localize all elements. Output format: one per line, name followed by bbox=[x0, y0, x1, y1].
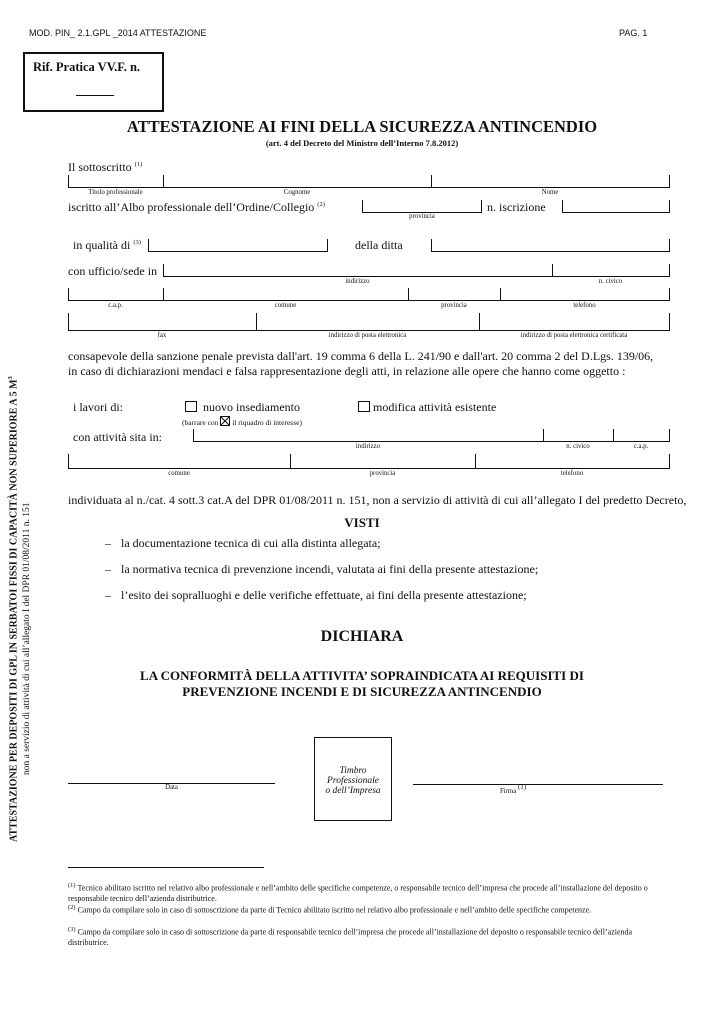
visti-heading: VISTI bbox=[344, 515, 380, 530]
visti-item: – bbox=[105, 588, 111, 602]
sottoscritto-label: Il sottoscritto $^{(1)}$ bbox=[68, 160, 143, 174]
individuazione-attivita: individuata al n./cat. 4 sott.3 cat.A del DPR 01/08/2011 n. 151, non a servizio di attività di cui all’allegato I del predetto Decreto, bbox=[68, 493, 687, 507]
titolo-label: Titolo professionale bbox=[88, 189, 143, 196]
attivita-indirizzo-field[interactable] bbox=[193, 441, 670, 442]
nuovo-insediamento-checkbox[interactable] bbox=[185, 401, 197, 412]
sede-contatti-field[interactable] bbox=[68, 330, 670, 331]
in-qualita-field[interactable] bbox=[148, 251, 328, 252]
document-title: ATTESTAZIONE AI FINI DELLA SICUREZZA ANTINCENDIO bbox=[126, 117, 598, 136]
firma-label: Firma (1) bbox=[500, 783, 527, 795]
timbro-box: Timbro Professionale o dell’Impresa bbox=[314, 737, 392, 821]
dichiara-heading: DICHIARA bbox=[320, 628, 404, 645]
footnote-1: $^{(1)}$ Tecnico abilitato iscritto nel relativo albo professionale e nell’ambito delle specifiche competenze, o responsabile tecnico dell’impresa che procede all’installazione del deposito o responsabile tecnico dell’azienda distributrice. bbox=[68, 882, 648, 903]
dichiara-line-2: PREVENZIONE INCENDI E DI SICUREZZA ANTINCENDIO bbox=[182, 684, 542, 699]
n-civico-label: n. civico bbox=[598, 278, 623, 285]
n-iscrizione-label: n. iscrizione bbox=[487, 200, 546, 214]
visti-item: – bbox=[105, 536, 111, 550]
footnote-separator bbox=[68, 867, 264, 868]
sede-indirizzo-field[interactable] bbox=[163, 276, 670, 277]
form-code: MOD. PIN_ 2.1.GPL _2014 ATTESTAZIONE bbox=[29, 28, 207, 38]
attivita-provincia-label: provincia bbox=[369, 470, 396, 477]
cap-label: c.a.p. bbox=[108, 302, 123, 309]
ditta-field[interactable] bbox=[431, 251, 670, 252]
telefono-label: telefono bbox=[573, 302, 596, 309]
nome-label: Nome bbox=[541, 189, 559, 196]
in-qualita-label: in qualità di $^{(3)}$ bbox=[73, 238, 141, 252]
cognome-label: Cognome bbox=[283, 189, 311, 196]
della-ditta-label: della ditta bbox=[355, 238, 403, 252]
side-caption bbox=[0, 0, 100, 1024]
visti-item-label: l’esito dei sopralluoghi e delle verifiche effettuate, ai fini della presente attestazione; bbox=[121, 588, 527, 602]
nuovo-insediamento-label: nuovo insediamento bbox=[203, 400, 300, 414]
attivita-telefono-label: telefono bbox=[560, 470, 584, 477]
page-number: PAG. 1 bbox=[619, 28, 648, 38]
iscritto-label: iscritto all’Albo professionale dell’Ordine/Collegio $^{(2)}$ bbox=[68, 200, 325, 214]
pec-label: indirizzo di posta elettronica certificata bbox=[520, 332, 628, 339]
firma-field[interactable] bbox=[413, 784, 663, 785]
visti-item-label: la normativa tecnica di prevenzione incendi, valutata ai fini della presente attestazione; bbox=[121, 562, 539, 576]
rif-pratica-label: Rif. Pratica VV.F. n. bbox=[33, 60, 141, 74]
attivita-indirizzo-label: indirizzo bbox=[355, 443, 381, 450]
footnote-2: $^{(2)}$ Campo da compilare solo in caso di sottoscrizione da parte di Tecnico abilitato iscritto nel relativo albo professionale e nell’ambito delle specifiche competenze. bbox=[68, 904, 592, 915]
indirizzo-label: indirizzo bbox=[345, 278, 370, 285]
modifica-attivita-checkbox[interactable] bbox=[358, 401, 370, 412]
data-label: Data bbox=[165, 784, 178, 791]
fax-label: fax bbox=[157, 332, 167, 339]
side-caption-subtitle: non a servizio di attività di cui all’allegato I del DPR 01/08/2011 n. 151 bbox=[22, 502, 32, 775]
attivita-comune-label: comune bbox=[168, 470, 190, 477]
comune-label: comune bbox=[274, 302, 297, 309]
provincia-label-2: provincia bbox=[441, 302, 467, 309]
sottoscritto-field[interactable] bbox=[68, 187, 670, 188]
dichiarazione-consapevolezza: consapevole della sanzione penale prevista dall'art. 19 comma 6 della L. 241/90 e dall'art. 20 comma 2 del D.Lgs. 139/06, in caso di dichiarazioni mendaci e falsa rappresentazione degli atti, in relazione alle opere che hanno come oggetto : bbox=[68, 349, 654, 378]
document-subtitle: (art. 4 del Decreto del Ministro dell’Interno 7.8.2012) bbox=[265, 138, 459, 148]
footnote-3: $^{(3)}$ Campo da compilare solo in caso di sottoscrizione da parte di responsabile tecnico dell’impresa che procede all’installazione del deposito o responsabile tecnico dell’azienda distributrice. bbox=[68, 926, 633, 947]
provincia-label: provincia bbox=[409, 213, 435, 220]
attivita-cap-label: c.a.p. bbox=[633, 443, 649, 450]
crossed-box-icon bbox=[220, 416, 230, 426]
n-iscrizione-field[interactable] bbox=[562, 212, 670, 213]
visti-item-label: la documentazione tecnica di cui alla distinta allegata; bbox=[121, 536, 381, 550]
sede-cap-comune-field[interactable] bbox=[68, 300, 670, 301]
modifica-attivita-label: modifica attività esistente bbox=[373, 400, 497, 414]
visti-item: – bbox=[105, 562, 111, 576]
email-label: indirizzo di posta elettronica bbox=[328, 332, 407, 339]
lavori-label: i lavori di: bbox=[73, 400, 123, 414]
attivita-comune-field[interactable] bbox=[68, 468, 670, 469]
attivita-sita-label: con attività sita in: bbox=[73, 430, 162, 444]
dichiara-line-1: LA CONFORMITÀ DELLA ATTIVITA’ SOPRAINDICATA AI REQUISITI DI bbox=[140, 668, 584, 683]
barrare-note: (barrare con il riquadro di interesse) bbox=[182, 418, 302, 427]
side-caption-title: ATTESTAZIONE PER DEPOSITI DI GPL IN SERBATOI FISSI DI CAPACITÀ NON SUPERIORE A 5 $M^3$ bbox=[7, 376, 20, 842]
attivita-civico-label: n. civico bbox=[566, 443, 590, 450]
ufficio-sede-label: con ufficio/sede in bbox=[68, 264, 158, 278]
